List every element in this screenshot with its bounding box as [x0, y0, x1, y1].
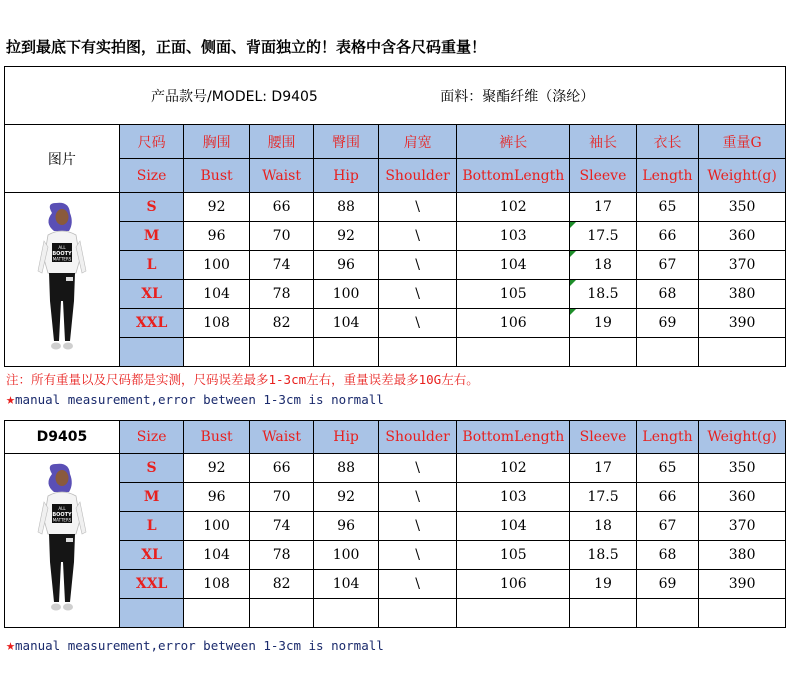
- model-photo-icon: [36, 462, 88, 620]
- weight-cell: 380: [699, 280, 786, 309]
- table-row: [5, 570, 786, 599]
- print-line-1: ALL: [58, 505, 66, 511]
- hip-cell: 88: [314, 454, 378, 483]
- waist-cell: 82: [249, 570, 313, 599]
- empty-cell: [570, 338, 637, 367]
- empty-cell: [457, 338, 570, 367]
- empty-cell: [636, 599, 698, 628]
- bottom-cell: 103: [457, 483, 570, 512]
- header-en-bottom: BottomLength: [457, 159, 570, 193]
- bottom-cell: 103: [457, 222, 570, 251]
- bottom-cell: 104: [457, 251, 570, 280]
- weight-cell: 360: [699, 222, 786, 251]
- measurement-note-cn: 注：所有重量以及尺码都是实测，尺码误差最多1-3cm左右，重量误差最多10G左右。: [6, 372, 479, 387]
- bust-cell: 108: [184, 309, 249, 338]
- hip-cell: 88: [314, 193, 378, 222]
- bust-cell: 96: [184, 222, 249, 251]
- bottom-cell: 105: [457, 541, 570, 570]
- empty-cell: [119, 599, 183, 628]
- table-row: [5, 541, 786, 570]
- empty-cell: [699, 599, 786, 628]
- sleeve-cell: 18.5: [570, 541, 637, 570]
- sleeve-cell: 18.5: [570, 280, 637, 309]
- length-cell: 68: [636, 280, 698, 309]
- t2-header-bust: Bust: [184, 421, 250, 454]
- bust-cell: 100: [184, 512, 250, 541]
- hip-cell: 100: [314, 280, 378, 309]
- hip-cell: 92: [314, 222, 378, 251]
- empty-cell: [249, 338, 313, 367]
- shoulder-cell: \: [378, 483, 457, 512]
- bust-cell: 96: [184, 483, 250, 512]
- hip-cell: 104: [314, 570, 378, 599]
- weight-cell: 370: [699, 251, 786, 280]
- empty-cell: [636, 338, 698, 367]
- shoulder-cell: \: [378, 251, 457, 280]
- header-en-shoulder: Shoulder: [378, 159, 457, 193]
- header-en-length: Length: [636, 159, 698, 193]
- size-cell: M: [119, 222, 183, 251]
- size-chart-table-2: [4, 420, 786, 628]
- size-cell: XL: [119, 541, 183, 570]
- header-cn-weight: 重量G: [699, 125, 786, 159]
- bottom-cell: 106: [457, 570, 570, 599]
- length-cell: 68: [636, 541, 698, 570]
- empty-cell: [378, 338, 457, 367]
- header-cn-hip: 臀围: [314, 125, 378, 159]
- table-row: [5, 483, 786, 512]
- page-headline: 拉到最底下有实拍图，正面、侧面、背面独立的！表格中含各尺码重量！: [6, 38, 487, 56]
- shoulder-cell: \: [378, 222, 457, 251]
- print-line-3: MATTERS: [52, 517, 72, 522]
- size-cell: S: [119, 454, 183, 483]
- length-cell: 65: [636, 454, 698, 483]
- header-en-waist: Waist: [249, 159, 313, 193]
- t2-header-waist: Waist: [249, 421, 313, 454]
- size-cell: M: [119, 483, 183, 512]
- note-en-text: manual measurement,error between 1-3cm is normall: [15, 392, 384, 407]
- hip-cell: 104: [314, 309, 378, 338]
- sleeve-cell: 17.5: [570, 222, 637, 251]
- empty-cell: [184, 599, 250, 628]
- bust-cell: 92: [184, 193, 249, 222]
- sleeve-cell: 18: [570, 251, 637, 280]
- table-row: [5, 222, 786, 251]
- size-chart-table-1: [4, 66, 786, 367]
- print-line-2: BOOTY: [52, 511, 72, 518]
- product-model-label: 产品款号/MODEL: D9405: [151, 88, 318, 105]
- t2-header-hip: Hip: [314, 421, 378, 454]
- weight-cell: 380: [699, 541, 786, 570]
- weight-cell: 350: [699, 193, 786, 222]
- t2-header-bottom: BottomLength: [457, 421, 570, 454]
- header-cn-bottom: 裤长: [457, 125, 570, 159]
- model-photo-cell: [5, 454, 120, 628]
- bust-cell: 104: [184, 541, 250, 570]
- table-row: [5, 251, 786, 280]
- empty-cell: [378, 599, 457, 628]
- size-cell: XL: [119, 280, 183, 309]
- length-cell: 69: [636, 570, 698, 599]
- length-cell: 67: [636, 512, 698, 541]
- weight-cell: 370: [699, 512, 786, 541]
- t2-header-size: Size: [119, 421, 183, 454]
- table-row: [5, 512, 786, 541]
- waist-cell: 78: [249, 541, 313, 570]
- waist-cell: 78: [249, 280, 313, 309]
- waist-cell: 66: [249, 454, 313, 483]
- header-en-size: Size: [119, 159, 183, 193]
- bottom-cell: 102: [457, 193, 570, 222]
- bottom-cell: 106: [457, 309, 570, 338]
- header-cn-length: 衣长: [636, 125, 698, 159]
- print-line-3: MATTERS: [52, 256, 72, 261]
- length-cell: 66: [636, 222, 698, 251]
- empty-cell: [457, 599, 570, 628]
- bust-cell: 104: [184, 280, 249, 309]
- table-row: [5, 280, 786, 309]
- t2-header-length: Length: [636, 421, 698, 454]
- waist-cell: 74: [249, 251, 313, 280]
- length-cell: 66: [636, 483, 698, 512]
- header-cn-sleeve: 袖长: [570, 125, 637, 159]
- sleeve-cell: 17: [570, 193, 637, 222]
- waist-cell: 70: [249, 222, 313, 251]
- header-cn-size: 尺码: [119, 125, 183, 159]
- shoulder-cell: \: [378, 309, 457, 338]
- size-cell: L: [119, 251, 183, 280]
- empty-cell: [184, 338, 249, 367]
- empty-cell: [314, 338, 378, 367]
- t2-header-weight: Weight(g): [699, 421, 786, 454]
- size-cell: XXL: [119, 309, 183, 338]
- picture-header: 图片: [5, 125, 120, 193]
- bottom-cell: 102: [457, 454, 570, 483]
- model-photo-cell: [5, 193, 120, 367]
- empty-cell: [570, 599, 637, 628]
- star-icon: ★: [6, 636, 16, 654]
- t2-header-sleeve: Sleeve: [570, 421, 637, 454]
- waist-cell: 70: [249, 483, 313, 512]
- size-cell: S: [119, 193, 183, 222]
- header-en-weight: Weight(g): [699, 159, 786, 193]
- hip-cell: 96: [314, 251, 378, 280]
- model-photo-icon: [36, 201, 88, 359]
- waist-cell: 74: [249, 512, 313, 541]
- length-cell: 65: [636, 193, 698, 222]
- product-info-row: [5, 67, 786, 125]
- empty-cell: [314, 599, 378, 628]
- table-row: [5, 193, 786, 222]
- header-cn-shoulder: 肩宽: [378, 125, 457, 159]
- size-cell: L: [119, 512, 183, 541]
- bust-cell: 108: [184, 570, 250, 599]
- sleeve-cell: 19: [570, 309, 637, 338]
- header-en-bust: Bust: [184, 159, 249, 193]
- empty-row: [5, 599, 786, 628]
- model-photo: [5, 456, 119, 626]
- bottom-cell: 105: [457, 280, 570, 309]
- shoulder-cell: \: [378, 570, 457, 599]
- note-en-bottom-text: manual measurement,error between 1-3cm is normall: [15, 638, 384, 653]
- bottom-cell: 104: [457, 512, 570, 541]
- sleeve-cell: 17.5: [570, 483, 637, 512]
- weight-cell: 390: [699, 309, 786, 338]
- weight-cell: 390: [699, 570, 786, 599]
- empty-cell: [119, 338, 183, 367]
- table-row: [5, 454, 786, 483]
- weight-cell: 360: [699, 483, 786, 512]
- table-row: [5, 309, 786, 338]
- length-cell: 69: [636, 309, 698, 338]
- model-photo: [5, 195, 119, 365]
- t2-header-shoulder: Shoulder: [378, 421, 457, 454]
- measurement-note-en: [6, 390, 384, 408]
- bust-cell: 92: [184, 454, 250, 483]
- star-icon: ★: [6, 390, 16, 408]
- length-cell: 67: [636, 251, 698, 280]
- shoulder-cell: \: [378, 512, 457, 541]
- sleeve-cell: 18: [570, 512, 637, 541]
- measurement-note-en-bottom: [6, 636, 384, 654]
- waist-cell: 66: [249, 193, 313, 222]
- sleeve-cell: 19: [570, 570, 637, 599]
- weight-cell: 350: [699, 454, 786, 483]
- hip-cell: 92: [314, 483, 378, 512]
- model-number: D9405: [5, 421, 120, 454]
- sleeve-cell: 17: [570, 454, 637, 483]
- fabric-label: 面料：聚酯纤维（涤纶）: [440, 88, 595, 105]
- size-cell: XXL: [119, 570, 183, 599]
- bust-cell: 100: [184, 251, 249, 280]
- print-line-1: ALL: [58, 244, 66, 250]
- header-en-hip: Hip: [314, 159, 378, 193]
- waist-cell: 82: [249, 309, 313, 338]
- shoulder-cell: \: [378, 454, 457, 483]
- header-en-sleeve: Sleeve: [570, 159, 637, 193]
- empty-cell: [699, 338, 786, 367]
- shoulder-cell: \: [378, 541, 457, 570]
- hip-cell: 96: [314, 512, 378, 541]
- empty-row: [5, 338, 786, 367]
- header-cn-waist: 腰围: [249, 125, 313, 159]
- print-line-2: BOOTY: [52, 250, 72, 257]
- empty-cell: [249, 599, 313, 628]
- shoulder-cell: \: [378, 193, 457, 222]
- hip-cell: 100: [314, 541, 378, 570]
- header-cn-bust: 胸围: [184, 125, 249, 159]
- shoulder-cell: \: [378, 280, 457, 309]
